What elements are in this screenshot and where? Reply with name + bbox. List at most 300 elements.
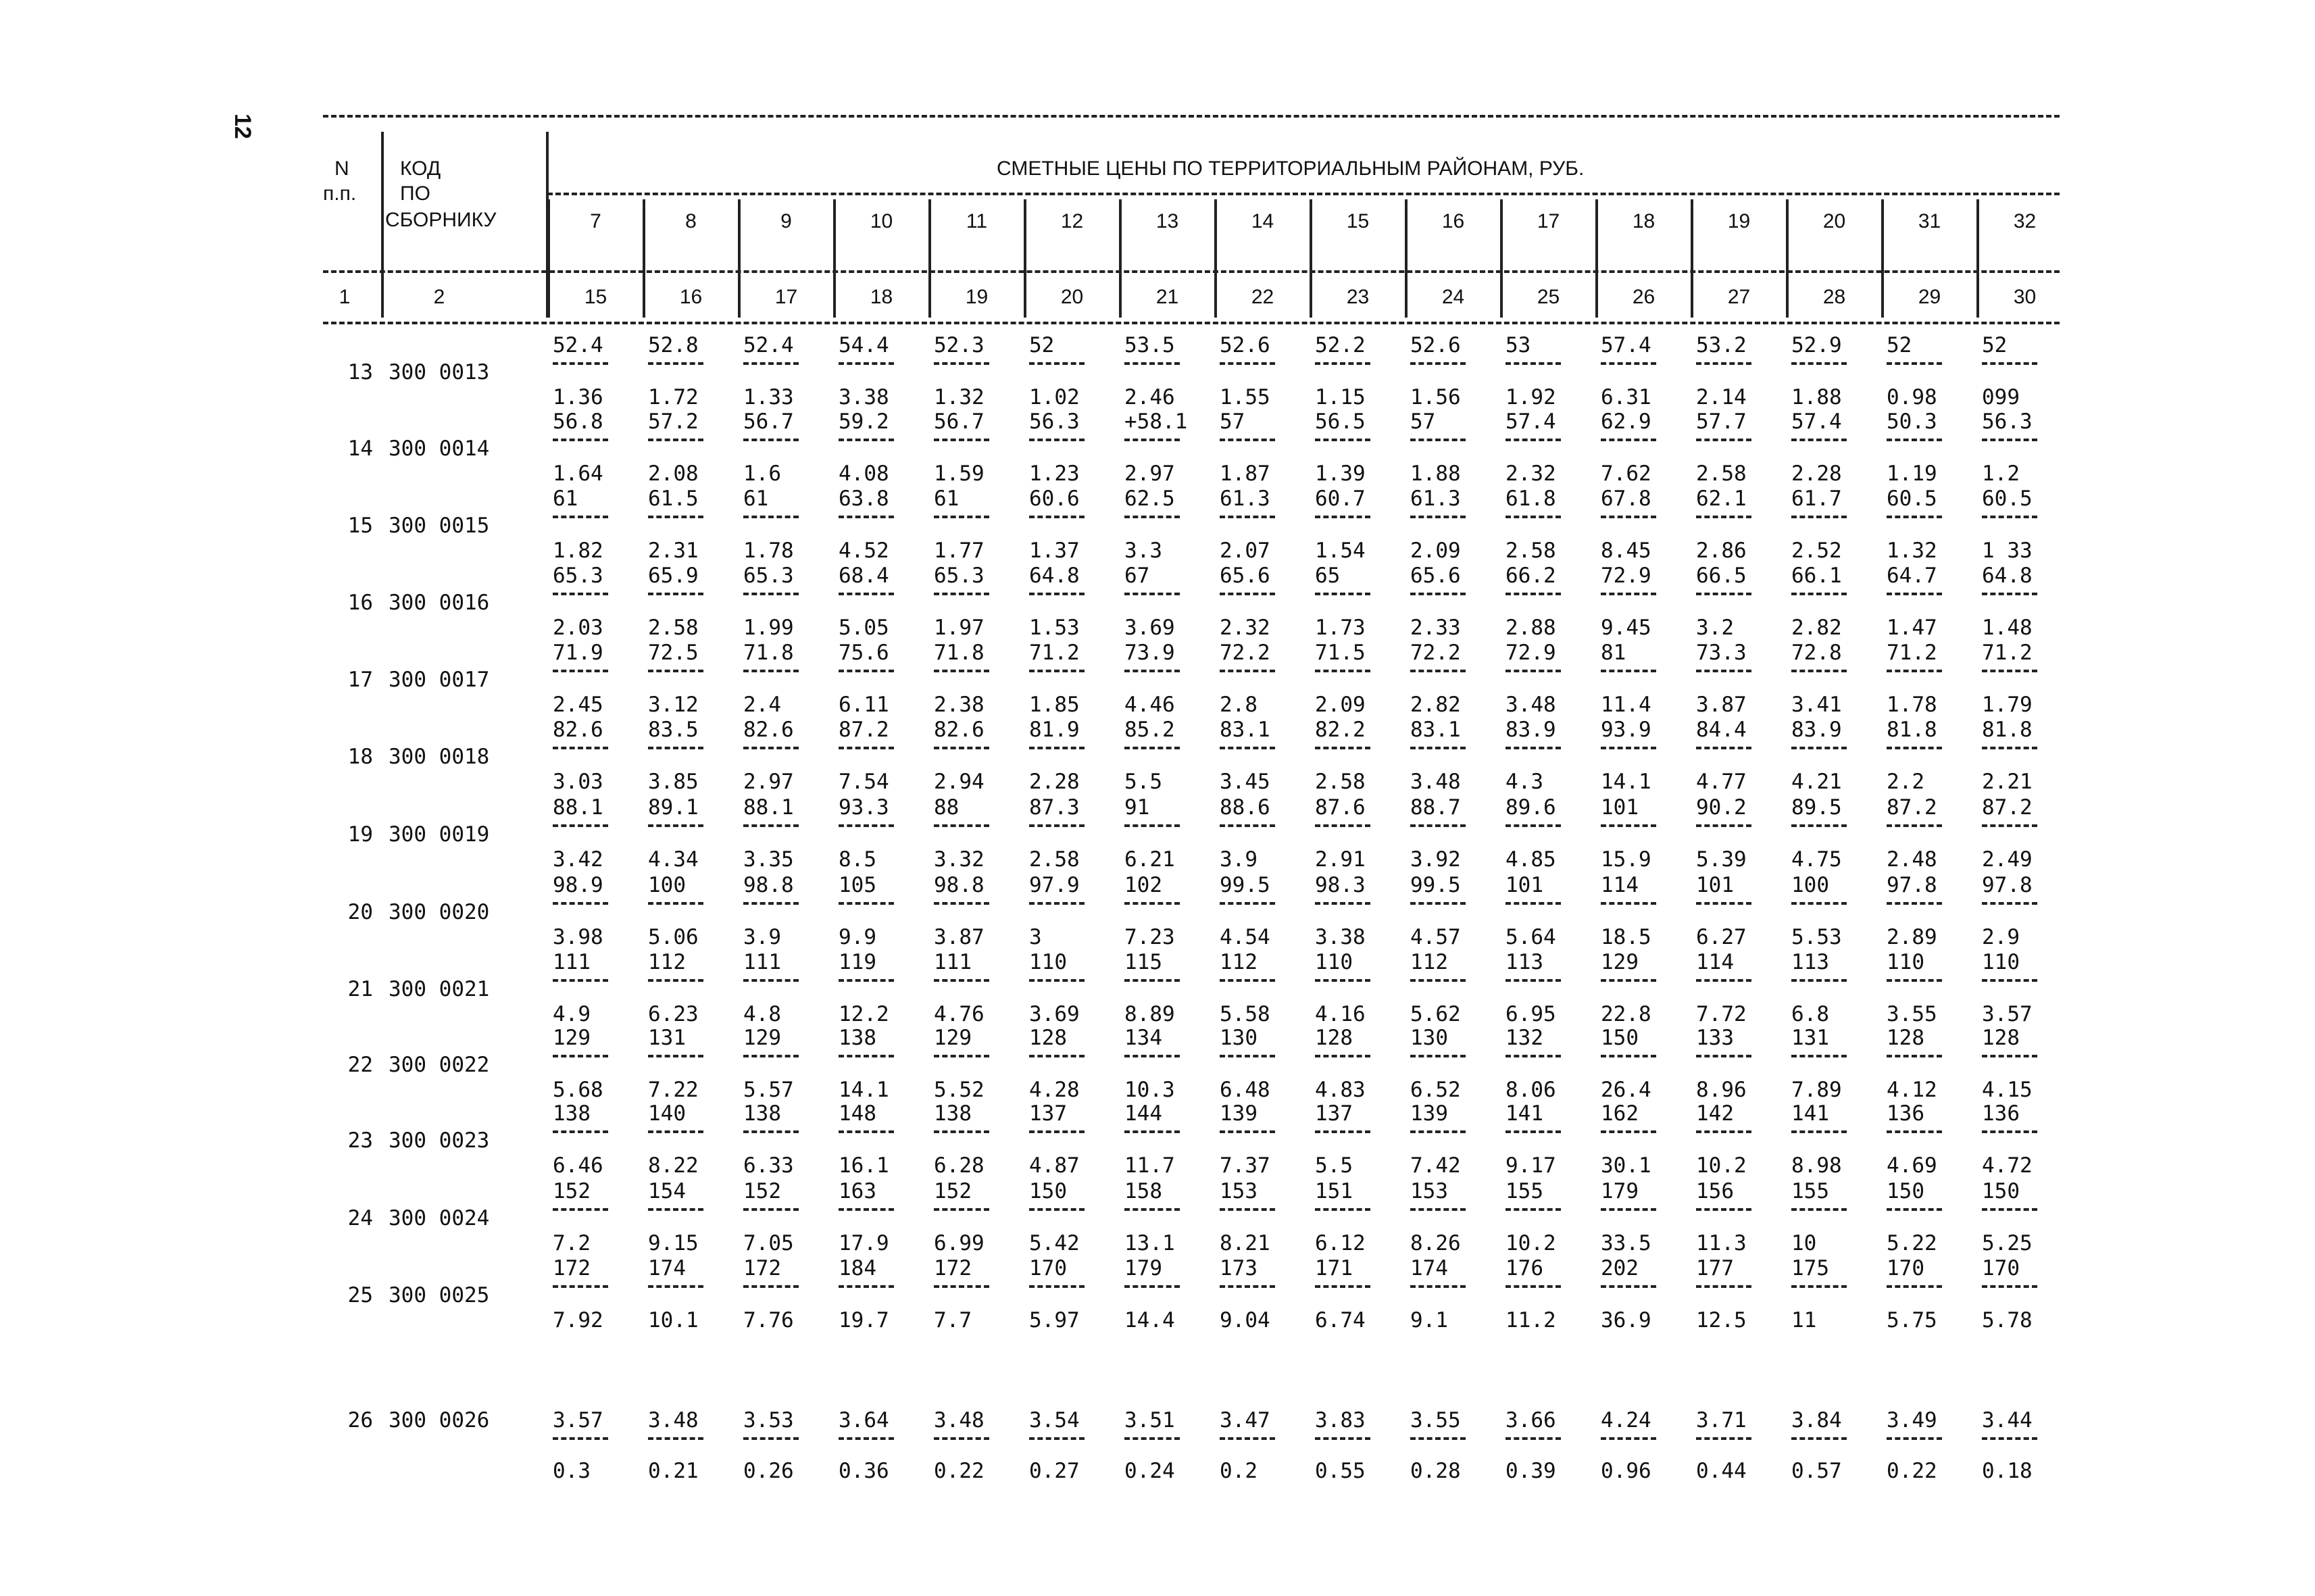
fraction-bar (1601, 1130, 1656, 1133)
price-denominator: 1.32 (934, 385, 985, 409)
price-denominator: 1.33 (743, 385, 794, 409)
fraction-bar (1982, 362, 2037, 365)
price-denominator: 10 (1791, 1231, 1817, 1255)
fraction-bar (1696, 824, 1751, 827)
price-denominator: 5.06 (648, 925, 699, 949)
subheader-rule (323, 270, 2060, 273)
fraction-bar (1505, 1130, 1561, 1133)
fraction-bar (648, 824, 703, 827)
fraction-bar (1505, 747, 1561, 749)
fraction-bar (1315, 670, 1370, 672)
fraction-bar (1315, 979, 1370, 982)
price-denominator: 099 (1982, 385, 2020, 409)
price-numerator: 81 (1601, 641, 1626, 665)
fraction-bar (1315, 1208, 1370, 1211)
fraction-bar (1220, 747, 1275, 749)
price-numerator: 154 (648, 1179, 686, 1203)
price-numerator: 73.3 (1696, 641, 1747, 665)
column-number: 22 (1251, 286, 1274, 308)
price-numerator: 65.3 (743, 564, 794, 588)
price-numerator: 3.83 (1315, 1408, 1366, 1432)
price-denominator: 16.1 (839, 1153, 889, 1178)
price-denominator: 0.22 (1887, 1459, 1937, 1483)
price-denominator: 15.9 (1601, 847, 1651, 872)
price-numerator: 89.5 (1791, 795, 1842, 820)
price-numerator: 139 (1220, 1101, 1258, 1126)
price-numerator: 140 (648, 1101, 686, 1126)
price-denominator: 2.58 (1505, 539, 1556, 563)
row-number: 14 (347, 437, 373, 461)
price-denominator: 1.78 (1887, 693, 1937, 717)
price-numerator: 91 (1124, 795, 1150, 820)
price-denominator: 1.39 (1315, 462, 1366, 486)
price-denominator: 5.25 (1982, 1231, 2033, 1255)
price-denominator: 2.08 (648, 462, 699, 486)
price-numerator: 64.7 (1887, 564, 1937, 588)
fraction-bar (1982, 1285, 2037, 1288)
col-code-label-2: ПО (400, 182, 430, 205)
price-numerator: 138 (839, 1026, 876, 1050)
price-numerator: 99.5 (1410, 873, 1461, 897)
price-denominator: 9.9 (839, 925, 876, 949)
price-numerator: 57.7 (1696, 409, 1747, 434)
price-numerator: 134 (1124, 1026, 1162, 1050)
price-numerator: 54.4 (839, 333, 889, 357)
fraction-bar (839, 1130, 894, 1133)
price-denominator: 1.92 (1505, 385, 1556, 409)
price-denominator: 6.74 (1315, 1308, 1366, 1332)
row-code: 300 0020 (389, 900, 490, 924)
price-denominator: 5.75 (1887, 1308, 1937, 1332)
price-denominator: 4.15 (1982, 1078, 2033, 1102)
price-numerator: 87.2 (1887, 795, 1937, 820)
column-number: 19 (965, 286, 989, 308)
fraction-bar (553, 1055, 608, 1057)
price-denominator: 0.21 (648, 1459, 699, 1483)
price-denominator: 11.3 (1696, 1231, 1747, 1255)
fraction-bar (1410, 516, 1466, 518)
fraction-bar (1124, 979, 1180, 982)
fraction-bar (1315, 516, 1370, 518)
price-denominator: 1.64 (553, 462, 603, 486)
price-denominator: 10.2 (1505, 1231, 1556, 1255)
price-numerator: 83.9 (1791, 718, 1842, 742)
price-denominator: 2.86 (1696, 539, 1747, 563)
price-numerator: 52 (1029, 333, 1055, 357)
fraction-bar (743, 593, 799, 595)
price-denominator: 7.89 (1791, 1078, 1842, 1102)
price-numerator: 72.8 (1791, 641, 1842, 665)
price-denominator: 1.53 (1029, 616, 1080, 640)
price-numerator: 88 (934, 795, 960, 820)
fraction-bar (1887, 439, 1942, 441)
price-numerator: 3.53 (743, 1408, 794, 1432)
fraction-bar (1029, 824, 1085, 827)
fraction-bar (743, 902, 799, 905)
price-numerator: 150 (1029, 1179, 1067, 1203)
district-separator (1976, 199, 1979, 318)
price-denominator: 3.85 (648, 770, 699, 794)
fraction-bar (934, 439, 989, 441)
price-denominator: 1.37 (1029, 539, 1080, 563)
row-number: 23 (347, 1128, 373, 1153)
fraction-bar (839, 1055, 894, 1057)
fraction-bar (648, 1285, 703, 1288)
price-numerator: 65.9 (648, 564, 699, 588)
price-denominator: 36.9 (1601, 1308, 1651, 1332)
fraction-bar (743, 1437, 799, 1440)
price-numerator: 136 (1887, 1101, 1924, 1126)
row-number: 25 (347, 1283, 373, 1307)
price-denominator: 0.28 (1410, 1459, 1461, 1483)
price-numerator: 84.4 (1696, 718, 1747, 742)
fraction-bar (1410, 1285, 1466, 1288)
district-separator (1595, 199, 1598, 318)
fraction-bar (1982, 593, 2037, 595)
fraction-bar (1696, 1208, 1751, 1211)
price-denominator: 3.03 (553, 770, 603, 794)
price-denominator: 2.49 (1982, 847, 2033, 872)
fraction-bar (1410, 747, 1466, 749)
fraction-bar (1696, 593, 1751, 595)
row-number: 21 (347, 977, 373, 1001)
price-numerator: 105 (839, 873, 876, 897)
price-denominator: 10.2 (1696, 1153, 1747, 1178)
price-numerator: 59.2 (839, 409, 889, 434)
price-numerator: 114 (1601, 873, 1639, 897)
price-denominator: 1.23 (1029, 462, 1080, 486)
fraction-bar (1124, 516, 1180, 518)
fraction-bar (1220, 1130, 1275, 1133)
district-separator (738, 199, 741, 318)
price-numerator: 98.9 (553, 873, 603, 897)
fraction-bar (1220, 439, 1275, 441)
price-denominator: 3.69 (1029, 1002, 1080, 1026)
fraction-bar (553, 902, 608, 905)
fraction-bar (553, 670, 608, 672)
fraction-bar (1696, 1130, 1751, 1133)
price-numerator: 129 (743, 1026, 781, 1050)
fraction-bar (1982, 902, 2037, 905)
price-denominator: 2.03 (553, 616, 603, 640)
fraction-bar (1315, 1130, 1370, 1133)
fraction-bar (1791, 1055, 1847, 1057)
price-numerator: 3.64 (839, 1408, 889, 1432)
fraction-bar (1982, 824, 2037, 827)
fraction-bar (553, 979, 608, 982)
fraction-bar (1410, 824, 1466, 827)
price-numerator: 62.9 (1601, 409, 1651, 434)
price-numerator: 184 (839, 1256, 876, 1280)
row-number: 24 (347, 1206, 373, 1230)
price-denominator: 33.5 (1601, 1231, 1651, 1255)
price-numerator: 82.6 (934, 718, 985, 742)
price-numerator: 87.3 (1029, 795, 1080, 820)
price-denominator: 11.4 (1601, 693, 1651, 717)
fraction-bar (839, 362, 894, 365)
price-numerator: 60.5 (1982, 487, 2033, 511)
price-denominator: 0.18 (1982, 1459, 2033, 1483)
fraction-bar (1696, 902, 1751, 905)
fraction-bar (1505, 516, 1561, 518)
price-denominator: 4.76 (934, 1002, 985, 1026)
price-denominator: 2.82 (1791, 616, 1842, 640)
price-numerator: 3.49 (1887, 1408, 1937, 1432)
price-denominator: 6.8 (1791, 1002, 1829, 1026)
price-numerator: 57.4 (1791, 409, 1842, 434)
price-numerator: 71.9 (553, 641, 603, 665)
price-denominator: 1.15 (1315, 385, 1366, 409)
column-number: 15 (584, 286, 607, 308)
fraction-bar (934, 670, 989, 672)
price-numerator: 112 (1220, 950, 1258, 974)
row-number: 15 (347, 514, 373, 538)
price-denominator: 3.87 (1696, 693, 1747, 717)
price-numerator: 115 (1124, 950, 1162, 974)
column-number: 21 (1155, 286, 1179, 308)
prices-title: СМЕТНЫЕ ЦЕНЫ ПО ТЕРРИТОРИАЛЬНЫМ РАЙОНАМ, РУБ. (997, 157, 1585, 180)
price-denominator: 1.79 (1982, 693, 2033, 717)
price-denominator: 6.31 (1601, 385, 1651, 409)
row-number: 26 (347, 1408, 373, 1432)
price-denominator: 1.32 (1887, 539, 1937, 563)
price-denominator: 0.57 (1791, 1459, 1842, 1483)
district-number: 15 (1346, 210, 1370, 232)
fraction-bar (648, 1055, 703, 1057)
price-numerator: 111 (743, 950, 781, 974)
fraction-bar (553, 1130, 608, 1133)
fraction-bar (1982, 670, 2037, 672)
district-number: 8 (685, 210, 697, 232)
fraction-bar (1505, 1285, 1561, 1288)
fraction-bar (648, 902, 703, 905)
price-numerator: 61.3 (1220, 487, 1270, 511)
price-numerator: 72.2 (1410, 641, 1461, 665)
price-numerator: 129 (553, 1026, 591, 1050)
price-numerator: 65.6 (1410, 564, 1461, 588)
price-numerator: 56.7 (934, 409, 985, 434)
price-numerator: 87.2 (839, 718, 889, 742)
price-denominator: 2.32 (1505, 462, 1556, 486)
price-denominator: 3.35 (743, 847, 794, 872)
fraction-bar (1124, 670, 1180, 672)
fraction-bar (1220, 362, 1275, 365)
fraction-bar (1505, 439, 1561, 441)
price-numerator: 90.2 (1696, 795, 1747, 820)
price-numerator: 128 (1982, 1026, 2020, 1050)
fraction-bar (934, 824, 989, 827)
fraction-bar (1696, 1055, 1751, 1057)
price-denominator: 5.62 (1410, 1002, 1461, 1026)
fraction-bar (934, 1285, 989, 1288)
price-numerator: 64.8 (1029, 564, 1080, 588)
price-numerator: 142 (1696, 1101, 1734, 1126)
fraction-bar (1601, 1285, 1656, 1288)
price-denominator: 1.19 (1887, 462, 1937, 486)
fraction-bar (934, 516, 989, 518)
price-denominator: 0.2 (1220, 1459, 1258, 1483)
price-denominator: 4.3 (1505, 770, 1543, 794)
price-denominator: 5.78 (1982, 1308, 2033, 1332)
price-denominator: 4.77 (1696, 770, 1747, 794)
district-number: 20 (1822, 210, 1846, 232)
fraction-bar (839, 1285, 894, 1288)
fraction-bar (839, 593, 894, 595)
fraction-bar (743, 824, 799, 827)
price-denominator: 6.21 (1124, 847, 1175, 872)
page-number: 12 (230, 114, 255, 139)
price-denominator: 1.88 (1410, 462, 1461, 486)
price-numerator: 3.71 (1696, 1408, 1747, 1432)
fraction-bar (1601, 593, 1656, 595)
row-code: 300 0025 (389, 1283, 490, 1307)
fraction-bar (553, 747, 608, 749)
price-denominator: 8.45 (1601, 539, 1651, 563)
price-numerator: 131 (1791, 1026, 1829, 1050)
district-number: 18 (1632, 210, 1656, 232)
fraction-bar (1410, 979, 1466, 982)
price-numerator: 64.8 (1982, 564, 2033, 588)
header-divider (547, 193, 2060, 195)
district-separator (1405, 199, 1408, 318)
fraction-bar (1029, 979, 1085, 982)
price-denominator: 3.9 (743, 925, 781, 949)
price-denominator: 17.9 (839, 1231, 889, 1255)
price-numerator: 173 (1220, 1256, 1258, 1280)
fraction-bar (1124, 439, 1180, 441)
price-numerator: 71.2 (1982, 641, 2033, 665)
row-code: 300 0026 (389, 1408, 490, 1432)
price-denominator: 3.38 (839, 385, 889, 409)
fraction-bar (1791, 1285, 1847, 1288)
fraction-bar (1887, 1437, 1942, 1440)
price-denominator: 3.48 (1505, 693, 1556, 717)
price-numerator: 132 (1505, 1026, 1543, 1050)
row-code: 300 0017 (389, 668, 490, 692)
price-denominator: 3.48 (1410, 770, 1461, 794)
price-denominator: 0.24 (1124, 1459, 1175, 1483)
price-denominator: 3 (1029, 925, 1042, 949)
fraction-bar (648, 516, 703, 518)
fraction-bar (553, 439, 608, 441)
price-numerator: 111 (553, 950, 591, 974)
price-denominator: 9.1 (1410, 1308, 1448, 1332)
fraction-bar (743, 1285, 799, 1288)
price-denominator: 5.64 (1505, 925, 1556, 949)
price-denominator: 3.45 (1220, 770, 1270, 794)
price-denominator: 7.23 (1124, 925, 1175, 949)
price-numerator: 60.6 (1029, 487, 1080, 511)
fraction-bar (648, 1437, 703, 1440)
fraction-bar (1315, 439, 1370, 441)
fraction-bar (743, 439, 799, 441)
fraction-bar (1410, 439, 1466, 441)
price-denominator: 6.48 (1220, 1078, 1270, 1102)
fraction-bar (1029, 1437, 1085, 1440)
price-denominator: 30.1 (1601, 1153, 1651, 1178)
district-number: 11 (966, 210, 988, 232)
price-denominator: 4.75 (1791, 847, 1842, 872)
price-numerator: 170 (1887, 1256, 1924, 1280)
fraction-bar (1601, 670, 1656, 672)
district-separator (643, 199, 645, 318)
fraction-bar (1124, 1437, 1180, 1440)
price-numerator: 61 (553, 487, 578, 511)
fraction-bar (1696, 979, 1751, 982)
fraction-bar (1791, 1437, 1847, 1440)
price-numerator: 3.54 (1029, 1408, 1080, 1432)
price-numerator: 179 (1124, 1256, 1162, 1280)
price-numerator: 110 (1029, 950, 1067, 974)
price-numerator: 72.5 (648, 641, 699, 665)
district-number: 12 (1060, 210, 1084, 232)
price-denominator: 5.39 (1696, 847, 1747, 872)
price-numerator: 111 (934, 950, 972, 974)
district-number: 31 (1918, 210, 1941, 232)
price-numerator: 153 (1410, 1179, 1448, 1203)
price-numerator: 57.4 (1505, 409, 1556, 434)
price-numerator: 152 (553, 1179, 591, 1203)
price-numerator: 100 (1791, 873, 1829, 897)
price-denominator: 0.26 (743, 1459, 794, 1483)
price-numerator: 171 (1315, 1256, 1353, 1280)
price-numerator: 152 (934, 1179, 972, 1203)
price-denominator: 12.5 (1696, 1308, 1747, 1332)
fraction-bar (839, 979, 894, 982)
price-denominator: 1.78 (743, 539, 794, 563)
price-numerator: 150 (1887, 1179, 1924, 1203)
price-numerator: 61.5 (648, 487, 699, 511)
price-numerator: 175 (1791, 1256, 1829, 1280)
fraction-bar (1887, 747, 1942, 749)
fraction-bar (1315, 593, 1370, 595)
fraction-bar (839, 902, 894, 905)
price-numerator: 129 (934, 1026, 972, 1050)
price-numerator: 82.2 (1315, 718, 1366, 742)
fraction-bar (743, 1208, 799, 1211)
price-denominator: 1.82 (553, 539, 603, 563)
price-denominator: 10.3 (1124, 1078, 1175, 1102)
price-numerator: 110 (1315, 950, 1353, 974)
price-denominator: 3.2 (1696, 616, 1734, 640)
fraction-bar (648, 979, 703, 982)
price-denominator: 8.21 (1220, 1231, 1270, 1255)
fraction-bar (1029, 747, 1085, 749)
price-denominator: 4.52 (839, 539, 889, 563)
price-numerator: 3.48 (648, 1408, 699, 1432)
price-numerator: 56.8 (553, 409, 603, 434)
price-denominator: 4.54 (1220, 925, 1270, 949)
price-denominator: 26.4 (1601, 1078, 1651, 1102)
price-denominator: 5.68 (553, 1078, 603, 1102)
district-number: 7 (590, 210, 601, 232)
price-numerator: 60.5 (1887, 487, 1937, 511)
fraction-bar (934, 902, 989, 905)
price-denominator: 6.33 (743, 1153, 794, 1178)
price-numerator: 150 (1601, 1026, 1639, 1050)
price-numerator: 52 (1982, 333, 2008, 357)
fraction-bar (1410, 670, 1466, 672)
price-numerator: 61 (743, 487, 769, 511)
price-denominator: 0.3 (553, 1459, 591, 1483)
fraction-bar (743, 1055, 799, 1057)
district-number: 19 (1727, 210, 1751, 232)
price-denominator: 2.09 (1410, 539, 1461, 563)
column-number: 28 (1822, 286, 1846, 308)
price-numerator: 83.9 (1505, 718, 1556, 742)
price-denominator: 22.8 (1601, 1002, 1651, 1026)
price-numerator: 139 (1410, 1101, 1448, 1126)
